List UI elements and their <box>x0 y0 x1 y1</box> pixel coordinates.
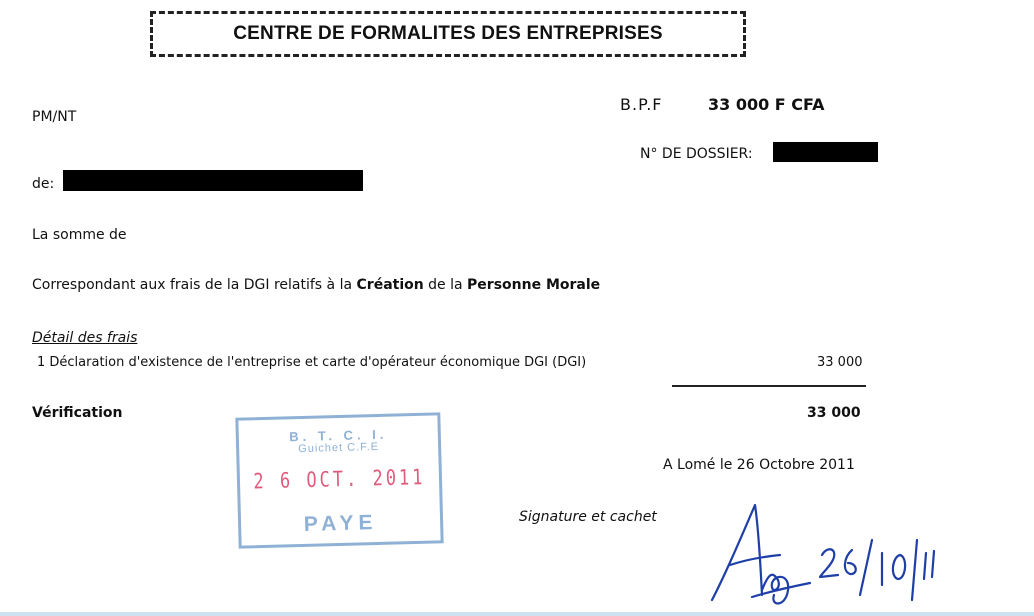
bpf-label: B.P.F <box>620 95 663 114</box>
purpose-line <box>32 277 600 293</box>
stamp-date: 2 6 OCT. 2011 <box>253 465 426 495</box>
amount-label: La somme de <box>32 227 127 243</box>
purpose-connector: de la <box>423 277 468 293</box>
reference-code: PM/NT <box>32 109 77 125</box>
payment-stamp <box>235 412 443 548</box>
details-heading: Détail des frais <box>32 330 138 346</box>
total-amount: 33 000 <box>807 405 861 421</box>
purpose-text: Correspondant aux frais de la DGI relatifs à la <box>32 277 357 293</box>
stamp-counter: Guichet C.F.E <box>298 440 380 456</box>
verification-label: Vérification <box>32 405 123 421</box>
document-title: CENTRE DE FORMALITES DES ENTREPRISES <box>233 23 663 44</box>
dossier-label: N° DE DOSSIER: <box>640 146 753 162</box>
place-date: A Lomé le 26 Octobre 2011 <box>663 457 855 473</box>
dossier-number-redacted <box>773 142 878 162</box>
payer-name-redacted <box>63 170 363 191</box>
signature-label: Signature et cachet <box>519 509 657 525</box>
purpose-entity: Personne Morale <box>467 277 601 293</box>
handwritten-signature <box>700 495 940 610</box>
fee-item-amount: 33 000 <box>817 355 863 370</box>
purpose-creation: Création <box>356 277 424 293</box>
stamp-bank: B. T. C. I. <box>289 426 388 445</box>
stamp-status: PAYE <box>303 511 378 536</box>
header-box <box>150 11 746 57</box>
bpf-amount: 33 000 F CFA <box>708 95 825 114</box>
payer-label: de: <box>32 176 55 192</box>
bottom-edge <box>0 612 1034 616</box>
fee-item-label: 1 Déclaration d'existence de l'entreprise et carte d'opérateur économique DGI (DGI) <box>37 355 587 370</box>
total-rule <box>672 385 866 387</box>
